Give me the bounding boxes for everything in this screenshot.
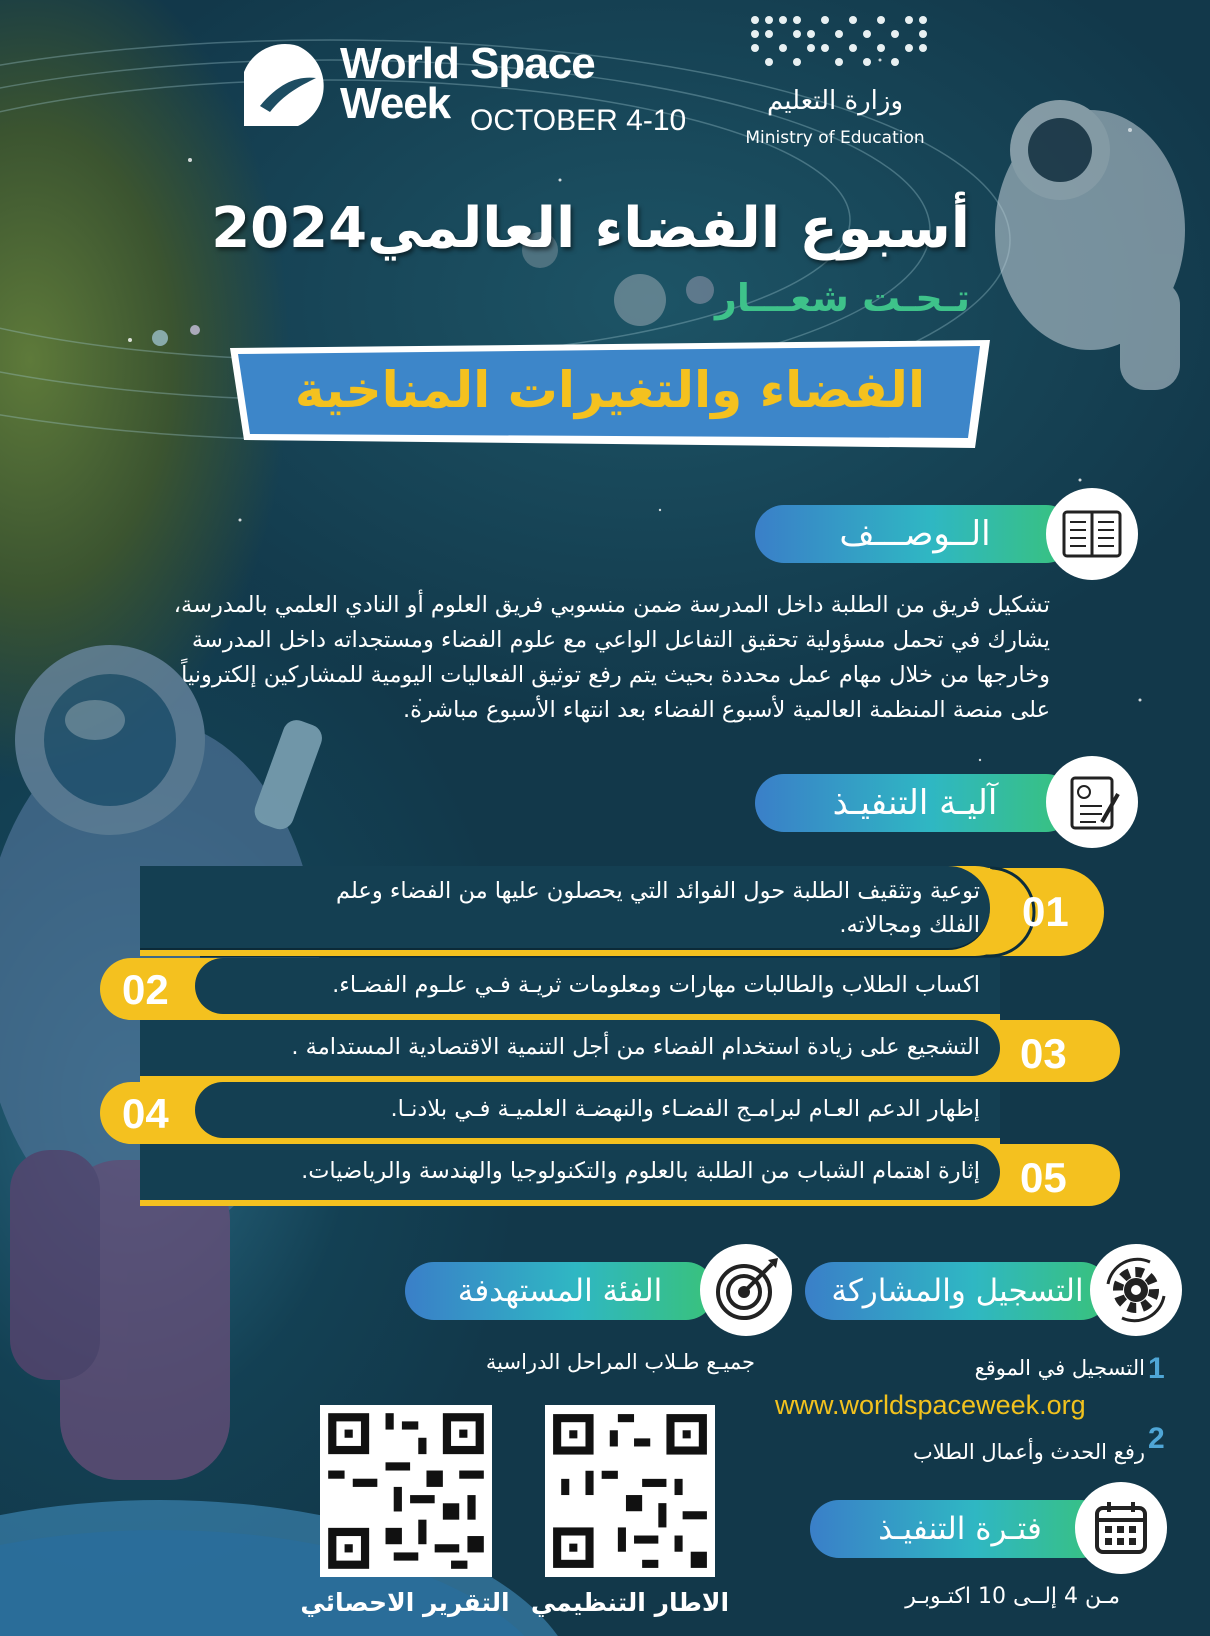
mechanism-heading: آليـة التنفيـذ [832,783,998,823]
wsw-date: OCTOBER 4-10 [470,104,687,137]
step-05-text: إثارة اهتمام الشباب من الطلبة بالعلوم والتكنولوجيا والهندسة والرياضيات. [301,1158,980,1184]
period-text: مـن 4 إلــى 10 اكتـوبـر [905,1584,1120,1609]
description-line: تشكيل فريق من الطلبة داخل المدرسة ضمن منسوبي فريق العلوم أو النادي العلمي بالمدرسة، [173,592,1050,618]
wsw-title-line2: Week [340,79,451,128]
page-subtitle: تـحـت شعـــار [714,276,970,320]
qr-right-label: الاطار التنظيمي [530,1588,730,1617]
target-heading: الفئة المستهدفة [457,1273,663,1309]
wsw-logo-icon [240,42,326,128]
description-line: يشارك في تحمل مسؤولية تحقيق التفاعل الواعي مع علوم الفضاء ومستجداته داخل المدرسة [191,627,1050,653]
step-01-line1: توعية وتثقيف الطلبة حول الفوائد التي يحصلون عليها من الفضاء وعلم [335,878,980,904]
description-heading: الــوصـــف [839,514,991,554]
description-heading-pill [755,505,1075,563]
wsw-logo [240,42,326,132]
moe-name-en: Ministry of Education [745,128,925,148]
page-title: أسبوع الفضاء العالمي2024 [211,196,970,261]
registration-step-2: رفع الحدث وأعمال الطلاب [912,1440,1145,1464]
gear-icon [1090,1244,1182,1336]
target-heading-pill [405,1262,715,1320]
description-line: وخارجها من خلال مهام عمل محددة بحيث يتم رفع توثيق الفعاليات اليومية للمشاركين إلكترونياً [181,662,1050,688]
moe-name-ar: وزارة التعليم [766,86,904,116]
step-04-text: إظهار الدعم العـام لبرامـج الفضـاء والنهضـة العلميـة فـي بلادنـا. [390,1096,980,1122]
step-01-number: 01 [1022,888,1069,935]
step-01-line2: الفلك ومجالاته. [839,912,980,938]
period-heading-pill [810,1500,1110,1558]
wsw-title-line1: World Space [340,39,595,88]
step-01-text [180,874,980,942]
target-icon [700,1244,792,1336]
theme-banner-text: الفضاء والتغيرات المناخية [294,361,926,419]
moe-logo-icon [745,12,935,74]
description-text [50,588,1050,728]
calendar-icon [1075,1482,1167,1574]
step-03-text: التشجيع على زيادة استخدام الفضاء من أجل التنمية الاقتصادية المستدامة . [291,1034,980,1060]
step-02-text: اكساب الطلاب والطالبات مهارات ومعلومات ثريـة فـي علـوم الفضـاء. [332,972,980,998]
target-text: جميـع طـلاب المراحل الدراسية [485,1350,755,1374]
qr-code-right[interactable] [545,1405,715,1577]
mechanism-heading-pill [755,774,1075,832]
description-line: على منصة المنظمة العالمية لأسبوع الفضاء بعد انتهاء الأسبوع مباشرة. [402,697,1050,723]
registration-step-1: التسجيل في الموقع [974,1356,1145,1380]
qr-code-left[interactable] [320,1405,492,1577]
registration-step-2-number: 2 [1148,1422,1165,1455]
book-icon [1046,488,1138,580]
step-04-number: 04 [122,1090,169,1137]
qr-left-label: التقرير الاحصائي [300,1588,510,1617]
registration-heading: التسجيل والمشاركة [831,1273,1084,1309]
registration-heading-pill [805,1262,1110,1320]
checklist-icon [1046,756,1138,848]
registration-url: www.worldspaceweek.org [775,1390,1086,1420]
step-02-number: 02 [122,966,169,1013]
step-05-number: 05 [1020,1154,1067,1201]
period-heading: فتـرة التنفيـذ [878,1511,1042,1547]
step-03-number: 03 [1020,1030,1067,1077]
registration-step-1-number: 1 [1148,1352,1165,1385]
